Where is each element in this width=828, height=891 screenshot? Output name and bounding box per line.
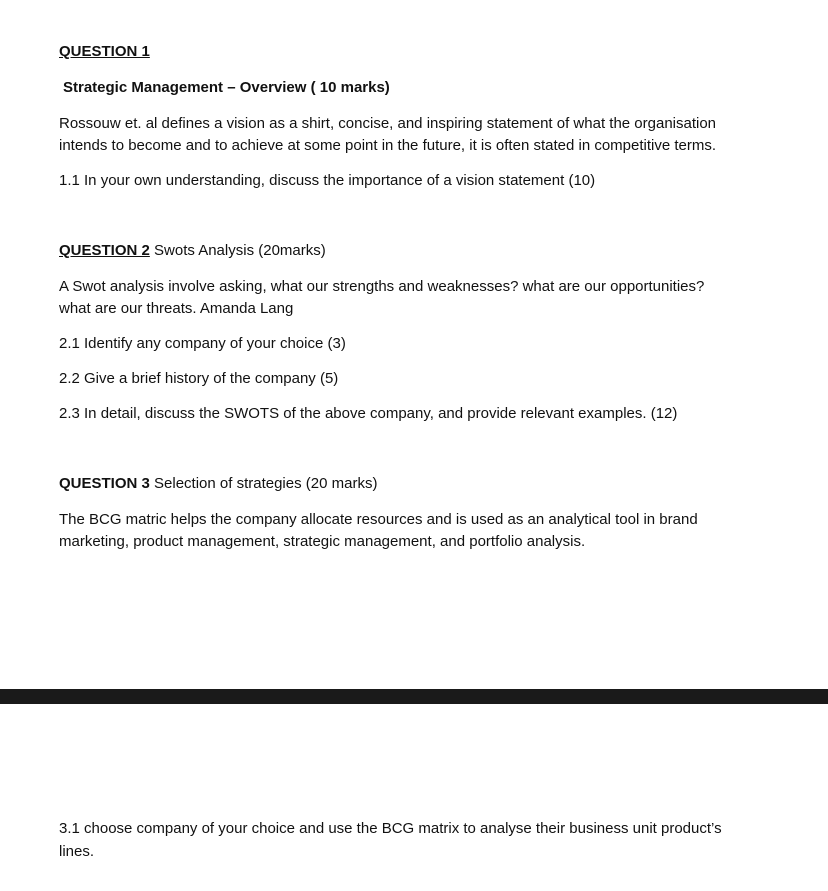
question-1-heading: QUESTION 1 <box>59 43 150 60</box>
question-2-item-2-3: 2.3 In detail, discuss the SWOTS of the above company, and provide relevant examples. (12) <box>59 405 678 422</box>
question-3-paragraph-line-2: marketing, product management, strategic management, and portfolio analysis. <box>59 533 586 550</box>
question-1-paragraph-line-1: Rossouw et. al defines a vision as a shirt, concise, and inspiring statement of what the organisation <box>59 115 717 132</box>
question-3-heading-title: Selection of strategies (20 marks) <box>149 475 378 492</box>
question-1-item-1-1: 1.1 In your own understanding, discuss the importance of a vision statement (10) <box>59 172 596 189</box>
question-2-paragraph-line-2: what are our threats. Amanda Lang <box>59 300 294 317</box>
page-break-divider <box>0 689 828 704</box>
question-3-paragraph-line-1: The BCG matric helps the company allocate resources and is used as an analytical tool in brand <box>59 511 698 528</box>
question-1-subtitle: Strategic Management – Overview ( 10 marks) <box>63 79 390 96</box>
question-2-heading-line <box>59 241 326 261</box>
question-2-heading: QUESTION 2 <box>59 242 150 259</box>
question-2-paragraph-line-1: A Swot analysis involve asking, what our strengths and weaknesses? what are our opportunities? <box>59 278 705 295</box>
question-2-item-2-2: 2.2 Give a brief history of the company (5) <box>59 370 339 387</box>
question-1-paragraph-line-2: intends to become and to achieve at some point in the future, it is often stated in competitive terms. <box>59 137 717 154</box>
question-2-heading-title: Swots Analysis (20marks) <box>149 242 326 259</box>
question-3-item-3-1-line-2: lines. <box>59 843 95 860</box>
question-2-item-2-1: 2.1 Identify any company of your choice (3) <box>59 335 346 352</box>
question-3-heading-line <box>59 474 377 494</box>
question-3-heading: QUESTION 3 <box>59 475 150 492</box>
question-3-item-3-1-line-1: 3.1 choose company of your choice and use the BCG matrix to analyse their business unit product’s <box>59 820 722 837</box>
